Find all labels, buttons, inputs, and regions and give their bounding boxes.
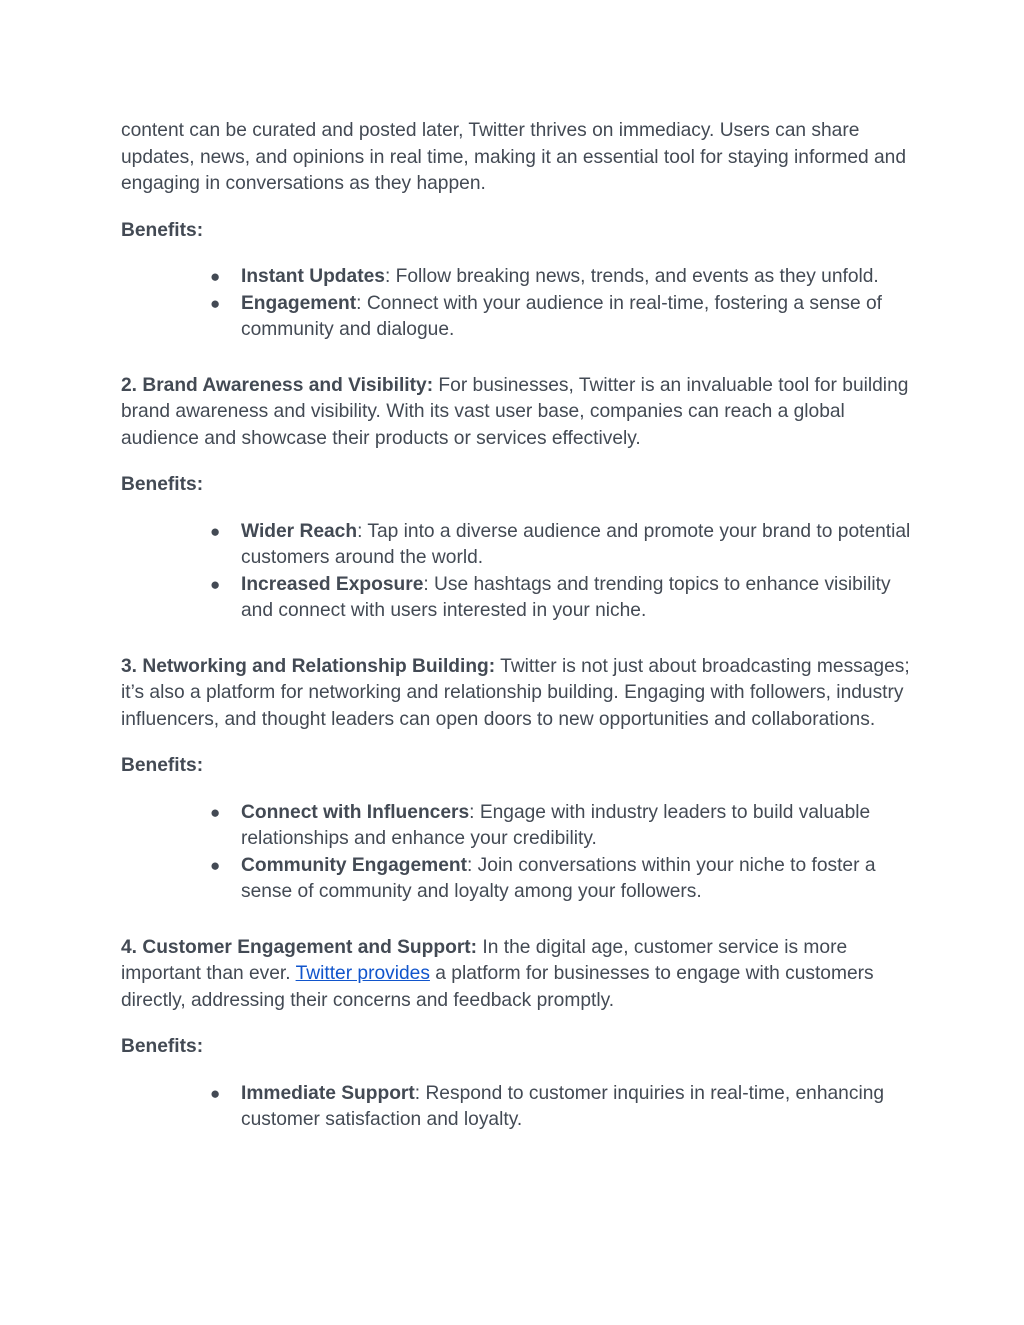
benefits-label: Benefits:: [121, 474, 204, 495]
benefit-text: : Respond to customer inquiries in real-time, enhancing customer satisfaction and loyalty.: [241, 1082, 885, 1130]
benefit-title: Community Engagement: [241, 854, 468, 876]
benefit-text: : Engage with industry leaders to build valuable relationships and enhance your credibility.: [241, 801, 871, 849]
benefits-label: Benefits:: [121, 755, 204, 776]
twitter-provides-link[interactable]: Twitter provides: [295, 963, 430, 984]
list-item: [121, 291, 911, 344]
section-heading: 4. Customer Engagement and Support:: [121, 936, 478, 958]
benefits-list: [121, 264, 911, 344]
benefits-list: [121, 1081, 911, 1134]
bullet-icon: ●: [210, 574, 221, 594]
section-body: In the digital age, customer service is more important than ever.: [121, 936, 848, 984]
benefit-title: Instant Updates: [241, 266, 385, 287]
benefits-list: [121, 519, 911, 625]
benefit-text: : Use hashtags and trending topics to enhance visibility and connect with users interested in your niche.: [241, 573, 891, 621]
section-body: Twitter is not just about broadcasting messages; it’s also a platform for networking and relationship building. Engaging with followers, industry influencers, and thought leaders can open doors to new opportunities and collaborations.: [121, 655, 910, 730]
benefits-label: Benefits:: [121, 1036, 204, 1057]
list-item: [121, 572, 911, 625]
benefit-title: Wider Reach: [241, 520, 358, 542]
list-item: [121, 1081, 911, 1134]
section-heading: 2. Brand Awareness and Visibility:: [121, 374, 434, 396]
benefit-title: Increased Exposure: [241, 573, 424, 595]
bullet-icon: ●: [210, 802, 221, 822]
benefit-text: : Join conversations within your niche to foster a sense of community and loyalty among your followers.: [241, 854, 876, 902]
benefit-text: : Connect with your audience in real-time, fostering a sense of community and dialogue.: [241, 292, 882, 340]
section-paragraph: [121, 373, 911, 453]
bullet-icon: ●: [210, 1083, 221, 1103]
bullet-icon: ●: [210, 267, 221, 286]
benefits-list: [121, 800, 911, 906]
bullet-icon: ●: [210, 293, 221, 313]
benefit-title: Connect with Influencers: [241, 801, 470, 823]
section-heading: 3. Networking and Relationship Building:: [121, 655, 496, 677]
intro-paragraph: content can be curated and posted later, Twitter thrives on immediacy. Users can share updates, news, and opinions in real time, making it an essential tool for staying informed and engaging in conversations as they happen.: [121, 120, 907, 194]
benefits-label: Benefits:: [121, 219, 204, 241]
list-item: [121, 264, 911, 291]
section-paragraph: [121, 935, 911, 1015]
benefit-text: : Follow breaking news, trends, and events as they unfold.: [384, 266, 879, 287]
list-item: [121, 519, 911, 572]
benefit-title: Engagement: [241, 292, 357, 314]
section-paragraph: [121, 654, 911, 734]
list-item: [121, 800, 911, 853]
list-item: [121, 853, 911, 906]
benefit-title: Immediate Support: [241, 1082, 415, 1104]
benefit-text: : Tap into a diverse audience and promote your brand to potential customers around the world.: [241, 520, 911, 568]
bullet-icon: ●: [210, 521, 221, 541]
section-body-continued: a platform for businesses to engage with customers directly, addressing their concerns and feedback promptly.: [121, 963, 874, 1011]
section-body: For businesses, Twitter is an invaluable tool for building brand awareness and visibility. With its vast user base, companies can reach a global audience and showcase their products or services effectively.: [121, 374, 909, 449]
document-page: [121, 118, 911, 1134]
bullet-icon: ●: [210, 855, 221, 875]
